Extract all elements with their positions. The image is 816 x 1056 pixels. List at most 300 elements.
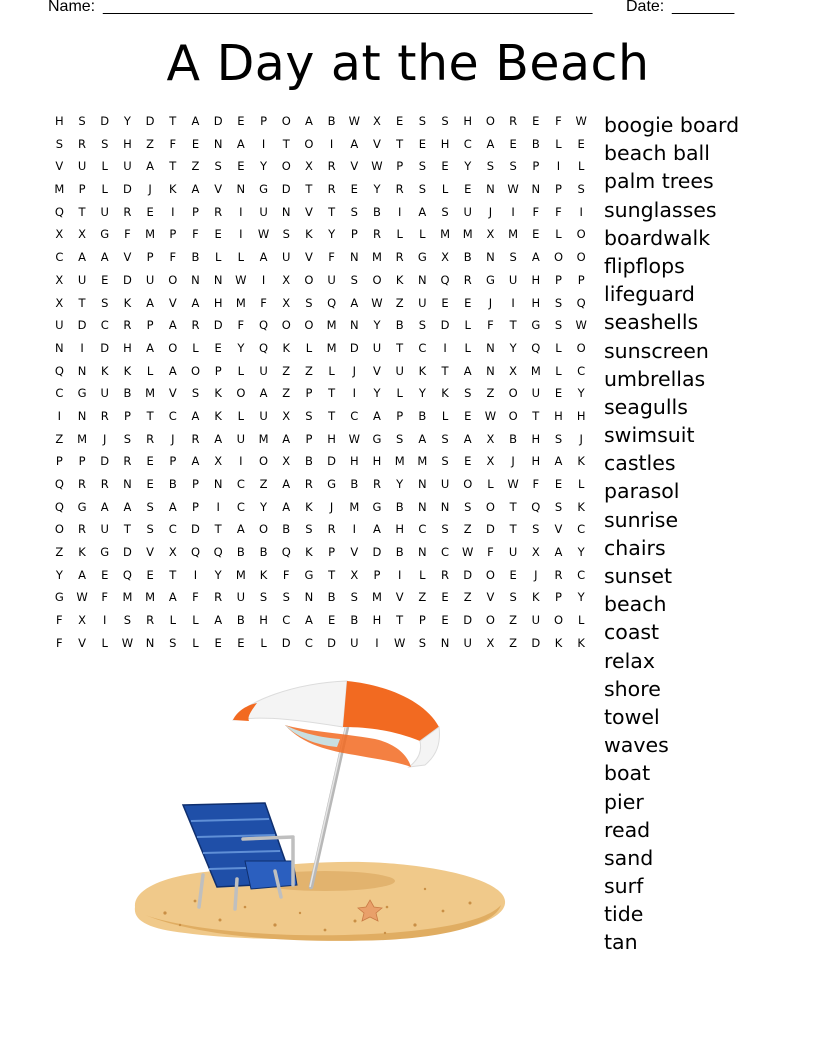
grid-row	[48, 405, 593, 428]
grid-letter: S	[146, 522, 154, 537]
umbrella-left-panel	[233, 681, 347, 727]
grid-letter: Q	[213, 545, 223, 560]
grid-letter: A	[214, 431, 223, 446]
grid-letter: R	[123, 204, 132, 219]
word-list-item: umbrellas	[604, 366, 706, 391]
grid-letter: P	[555, 182, 562, 197]
grid-row	[48, 450, 593, 473]
grid-letter: S	[418, 318, 426, 333]
grid-letter: B	[327, 114, 336, 128]
grid-letter: F	[260, 295, 267, 310]
grid-letter: X	[441, 250, 449, 265]
grid-letter: S	[464, 386, 472, 401]
grid-letter: S	[305, 522, 313, 537]
grid-letter: A	[418, 204, 427, 219]
grid-letter: O	[304, 318, 314, 333]
grid-letter: W	[76, 590, 88, 605]
grid-letter: X	[78, 227, 86, 242]
word-list-item: read	[604, 817, 651, 842]
grid-letter: T	[532, 408, 540, 423]
grid-letter: K	[577, 499, 585, 514]
grid-letter: N	[213, 477, 223, 491]
grid-letter: L	[237, 363, 245, 378]
grid-letter: S	[350, 590, 358, 605]
grid-letter: A	[373, 408, 381, 423]
grid-letter: G	[372, 499, 382, 514]
grid-letter: G	[77, 386, 87, 401]
word-list-item: relax	[604, 648, 655, 673]
grid-letter: E	[441, 295, 449, 310]
grid-letter: S	[532, 522, 540, 537]
grid-letter: Q	[281, 545, 291, 560]
header-line	[48, 0, 748, 20]
grid-letter: U	[350, 635, 359, 650]
grid-letter: N	[486, 340, 495, 355]
grid-letter: H	[531, 295, 541, 310]
grid-letter: N	[440, 499, 450, 514]
grid-letter: Q	[531, 499, 541, 514]
grid-letter: R	[395, 182, 404, 197]
grid-letter: X	[55, 272, 64, 287]
grid-letter: D	[122, 272, 132, 287]
word-list-item: coast	[604, 620, 660, 645]
grid-letter: A	[282, 499, 291, 514]
grid-letter: X	[509, 363, 518, 378]
grid-letter: W	[507, 182, 519, 197]
grid-letter: G	[485, 272, 495, 287]
grid-letter: N	[418, 272, 427, 287]
grid-letter: X	[282, 295, 291, 310]
grid-letter: M	[54, 182, 65, 197]
grid-letter: F	[124, 227, 131, 242]
grid-letter: I	[329, 136, 334, 151]
grid-letter: B	[463, 250, 472, 265]
grid-letter: W	[507, 477, 519, 491]
grid-letter: R	[191, 318, 200, 333]
grid-letter: S	[441, 114, 449, 128]
grid-letter: A	[259, 386, 268, 401]
grid-letter: P	[396, 159, 404, 174]
grid-letter: G	[100, 545, 110, 560]
grid-letter: E	[214, 340, 222, 355]
grid-letter: S	[169, 635, 177, 650]
grid-letter: S	[350, 204, 358, 219]
grid-letter: R	[372, 477, 381, 491]
grid-letter: M	[440, 227, 450, 242]
grid-letter: Y	[373, 318, 381, 333]
grid-letter: U	[440, 477, 450, 491]
grid-letter: B	[395, 318, 404, 333]
grid-letter: C	[304, 635, 313, 650]
grid-letter: B	[304, 454, 313, 469]
grid-letter: Y	[396, 477, 404, 491]
grid-letter: Q	[327, 295, 337, 310]
grid-letter: S	[509, 250, 517, 265]
grid-letter: U	[55, 318, 64, 333]
grid-letter: S	[191, 386, 200, 401]
grid-letter: O	[190, 363, 200, 378]
grid-letter: Z	[282, 363, 291, 378]
grid-letter: O	[485, 114, 495, 128]
grid-letter: L	[396, 227, 403, 242]
grid-letter: K	[78, 545, 86, 560]
word-list	[604, 111, 804, 957]
grid-letter: Y	[123, 114, 131, 128]
grid-letter: Y	[577, 386, 585, 401]
grid-letter: L	[441, 408, 449, 423]
grid-letter: J	[488, 204, 493, 219]
grid-letter: A	[554, 454, 563, 469]
grid-letter: I	[261, 272, 266, 287]
grid-letter: A	[146, 340, 155, 355]
grid-letter: A	[78, 567, 86, 582]
grid-letter: S	[441, 522, 449, 537]
grid-letter: C	[236, 499, 245, 514]
grid-letter: R	[123, 318, 132, 333]
grid-letter: T	[169, 159, 177, 174]
grid-letter: I	[397, 567, 402, 582]
grid-letter: I	[80, 340, 84, 355]
grid-letter: R	[372, 227, 381, 242]
grid-letter: E	[237, 159, 245, 174]
grid-letter: H	[463, 114, 473, 128]
grid-letter: O	[463, 477, 473, 491]
grid-letter: C	[418, 340, 427, 355]
word-list-item: parasol	[604, 479, 680, 504]
grid-letter: W	[393, 635, 406, 650]
grid-letter: B	[282, 522, 291, 537]
grid-letter: K	[395, 272, 404, 287]
grid-letter: Q	[54, 477, 64, 491]
grid-letter: A	[191, 408, 200, 423]
grid-letter: O	[281, 114, 291, 128]
grid-letter: W	[235, 272, 247, 287]
grid-letter: R	[463, 272, 472, 287]
word-search-grid	[48, 110, 593, 655]
grid-letter: T	[328, 408, 336, 423]
grid-letter: X	[282, 454, 291, 469]
grid-letter: J	[103, 431, 107, 446]
grid-letter: N	[55, 340, 64, 355]
grid-letter: O	[54, 522, 64, 537]
grid-letter: E	[464, 408, 472, 423]
grid-letter: L	[555, 363, 562, 378]
grid-letter: U	[395, 363, 404, 378]
grid-letter: N	[486, 250, 495, 265]
grid-letter: H	[531, 431, 541, 446]
grid-letter: X	[486, 454, 495, 469]
grid-row	[48, 314, 593, 337]
grid-letter: J	[579, 431, 583, 446]
word-list-item: towel	[604, 704, 660, 729]
grid-letter: E	[237, 635, 245, 650]
grid-letter: K	[169, 182, 177, 197]
grid-letter: K	[305, 227, 313, 242]
grid-letter: E	[146, 454, 154, 469]
grid-letter: D	[213, 114, 223, 128]
grid-letter: K	[305, 545, 313, 560]
name-label: Name:	[48, 0, 96, 15]
grid-letter: U	[508, 545, 518, 560]
grid-letter: N	[440, 635, 450, 650]
date-blank-line: _______	[672, 0, 735, 15]
grid-letter: R	[100, 477, 109, 491]
grid-letter: N	[418, 499, 427, 514]
grid-letter: L	[577, 477, 585, 491]
grid-letter: I	[57, 408, 62, 423]
word-list-item: boogie board	[604, 113, 740, 137]
grid-letter: I	[239, 227, 243, 242]
grid-letter: B	[327, 590, 336, 605]
grid-letter: H	[259, 613, 268, 628]
grid-letter: M	[372, 250, 382, 265]
grid-letter: N	[531, 182, 541, 197]
grid-letter: G	[327, 477, 337, 491]
grid-letter: S	[78, 114, 86, 128]
grid-letter: E	[214, 635, 222, 650]
grid-letter: K	[123, 363, 132, 378]
grid-letter: Z	[509, 613, 518, 628]
grid-letter: R	[327, 182, 336, 197]
grid-letter: F	[101, 590, 109, 605]
grid-letter: L	[260, 635, 267, 650]
grid-letter: O	[508, 408, 518, 423]
grid-letter: J	[171, 431, 175, 446]
grid-letter: V	[373, 136, 381, 151]
grid-letter: B	[259, 545, 268, 560]
grid-letter: C	[418, 522, 427, 537]
grid-letter: Q	[54, 363, 64, 378]
word-list-item: chairs	[604, 535, 666, 560]
grid-letter: E	[327, 613, 336, 628]
grid-letter: C	[168, 522, 177, 537]
grid-letter: U	[282, 250, 291, 265]
grid-letter: U	[259, 363, 268, 378]
grid-letter: A	[168, 499, 177, 514]
word-list-item: seashells	[604, 310, 699, 335]
grid-letter: I	[352, 522, 356, 537]
grid-letter: N	[349, 318, 359, 333]
word-list-item: pier	[604, 789, 644, 814]
grid-letter: P	[305, 431, 313, 446]
grid-letter: D	[463, 567, 473, 582]
grid-letter: K	[418, 363, 427, 378]
grid-letter: W	[371, 159, 383, 174]
grid-letter: D	[281, 635, 291, 650]
grid-letter: X	[350, 567, 359, 582]
grid-letter: W	[462, 545, 474, 560]
grid-letter: S	[123, 431, 132, 446]
grid-letter: D	[327, 454, 337, 469]
grid-letter: Z	[509, 635, 518, 650]
grid-letter: I	[171, 204, 175, 219]
grid-letter: K	[214, 408, 222, 423]
grid-letter: O	[485, 499, 495, 514]
grid-letter: L	[464, 318, 471, 333]
grid-letter: E	[509, 567, 517, 582]
word-list-item: beach ball	[604, 141, 710, 166]
grid-letter: T	[78, 204, 86, 219]
grid-letter: A	[100, 250, 109, 265]
grid-letter: O	[304, 272, 314, 287]
grid-letter: A	[100, 499, 109, 514]
grid-letter: U	[531, 386, 540, 401]
grid-letter: T	[509, 522, 517, 537]
grid-row	[48, 518, 593, 541]
grid-letter: Q	[122, 567, 132, 582]
grid-letter: S	[486, 159, 495, 174]
grid-letter: Y	[577, 545, 585, 560]
grid-letter: P	[214, 363, 222, 378]
grid-letter: M	[145, 386, 156, 401]
grid-letter: D	[100, 340, 110, 355]
grid-letter: O	[576, 250, 586, 265]
beach-umbrella-chair-illustration	[125, 675, 510, 950]
grid-letter: C	[441, 545, 450, 560]
grid-letter: S	[101, 136, 109, 151]
grid-letter: R	[441, 567, 450, 582]
grid-letter: X	[214, 454, 223, 469]
grid-row	[48, 337, 593, 360]
grid-letter: L	[441, 182, 449, 197]
grid-letter: V	[168, 386, 177, 401]
grid-letter: A	[304, 613, 313, 628]
grid-letter: D	[100, 114, 110, 128]
grid-letter: K	[577, 454, 585, 469]
grid-letter: I	[261, 136, 266, 151]
grid-letter: L	[555, 340, 562, 355]
grid-row	[48, 428, 593, 451]
grid-letter: R	[304, 477, 313, 491]
grid-letter: C	[350, 408, 359, 423]
grid-letter: L	[101, 159, 108, 174]
grid-letter: K	[532, 590, 540, 605]
grid-letter: H	[531, 272, 541, 287]
grid-letter: N	[145, 635, 155, 650]
grid-letter: S	[305, 408, 313, 423]
grid-letter: H	[123, 136, 132, 151]
grid-letter: F	[487, 318, 494, 333]
grid-letter: A	[78, 250, 86, 265]
grid-letter: F	[532, 204, 540, 219]
grid-letter: S	[418, 182, 426, 197]
grid-letter: K	[123, 295, 132, 310]
grid-letter: I	[239, 204, 243, 219]
grid-letter: Y	[509, 340, 517, 355]
grid-letter: E	[464, 295, 472, 310]
grid-letter: X	[486, 635, 495, 650]
grid-letter: P	[373, 567, 381, 582]
grid-letter: B	[350, 477, 359, 491]
grid-letter: F	[169, 136, 177, 151]
grid-letter: N	[486, 363, 495, 378]
grid-letter: V	[123, 250, 132, 265]
grid-letter: S	[282, 590, 290, 605]
grid-letter: P	[78, 454, 86, 469]
grid-letter: H	[531, 454, 541, 469]
grid-letter: U	[100, 204, 109, 219]
grid-letter: V	[350, 159, 359, 174]
grid-letter: X	[55, 227, 64, 242]
grid-letter: B	[395, 499, 404, 514]
grid-letter: L	[192, 635, 199, 650]
grid-letter: L	[419, 227, 426, 242]
word-list-item: flipflops	[604, 253, 685, 278]
grid-letter: P	[192, 204, 199, 219]
grid-letter: T	[328, 204, 336, 219]
grid-letter: S	[441, 204, 449, 219]
grid-letter: Q	[531, 340, 541, 355]
grid-letter: K	[577, 635, 585, 650]
grid-letter: N	[236, 182, 246, 197]
grid-letter: P	[260, 114, 267, 128]
grid-letter: E	[441, 159, 449, 174]
grid-letter: H	[372, 454, 382, 469]
grid-letter: K	[441, 386, 449, 401]
grid-letter: Q	[54, 204, 64, 219]
grid-letter: Z	[191, 159, 200, 174]
grid-letter: C	[55, 386, 64, 401]
grid-letter: M	[349, 499, 360, 514]
grid-letter: Y	[237, 340, 245, 355]
grid-letter: K	[259, 567, 268, 582]
grid-letter: R	[78, 477, 87, 491]
grid-letter: Z	[395, 295, 404, 310]
grid-letter: H	[123, 340, 132, 355]
grid-letter: L	[396, 386, 403, 401]
grid-letter: Q	[259, 318, 269, 333]
grid-letter: P	[169, 454, 177, 469]
grid-letter: B	[123, 386, 132, 401]
grid-letter: S	[418, 635, 426, 650]
grid-letter: R	[554, 567, 563, 582]
grid-letter: M	[394, 454, 405, 469]
grid-letter: T	[214, 522, 222, 537]
grid-letter: T	[169, 114, 177, 128]
grid-letter: W	[575, 318, 587, 333]
grid-letter: S	[554, 295, 563, 310]
grid-letter: S	[101, 295, 109, 310]
grid-letter: Y	[260, 499, 268, 514]
grid-letter: K	[282, 340, 290, 355]
grid-letter: N	[349, 250, 359, 265]
grid-letter: S	[55, 136, 63, 151]
grid-letter: W	[371, 295, 383, 310]
grid-letter: A	[168, 318, 177, 333]
grid-letter: P	[396, 408, 404, 423]
grid-letter: I	[375, 635, 379, 650]
grid-letter: U	[259, 408, 268, 423]
grid-letter: A	[350, 136, 359, 151]
grid-letter: N	[77, 408, 87, 423]
grid-letter: Q	[440, 272, 450, 287]
grid-letter: X	[168, 545, 177, 560]
grid-letter: R	[327, 522, 336, 537]
grid-letter: P	[78, 182, 86, 197]
grid-letter: Z	[486, 386, 495, 401]
grid-letter: U	[327, 272, 336, 287]
umbrella-right-panel	[343, 681, 439, 741]
grid-letter: F	[192, 590, 199, 605]
grid-letter: W	[257, 227, 270, 242]
grid-letter: F	[555, 114, 562, 128]
grid-letter: E	[146, 477, 154, 491]
grid-letter: S	[441, 431, 449, 446]
word-list-item: boardwalk	[604, 225, 711, 250]
grid-letter: V	[395, 590, 404, 605]
grid-letter: I	[556, 159, 561, 174]
grid-letter: F	[56, 635, 63, 650]
